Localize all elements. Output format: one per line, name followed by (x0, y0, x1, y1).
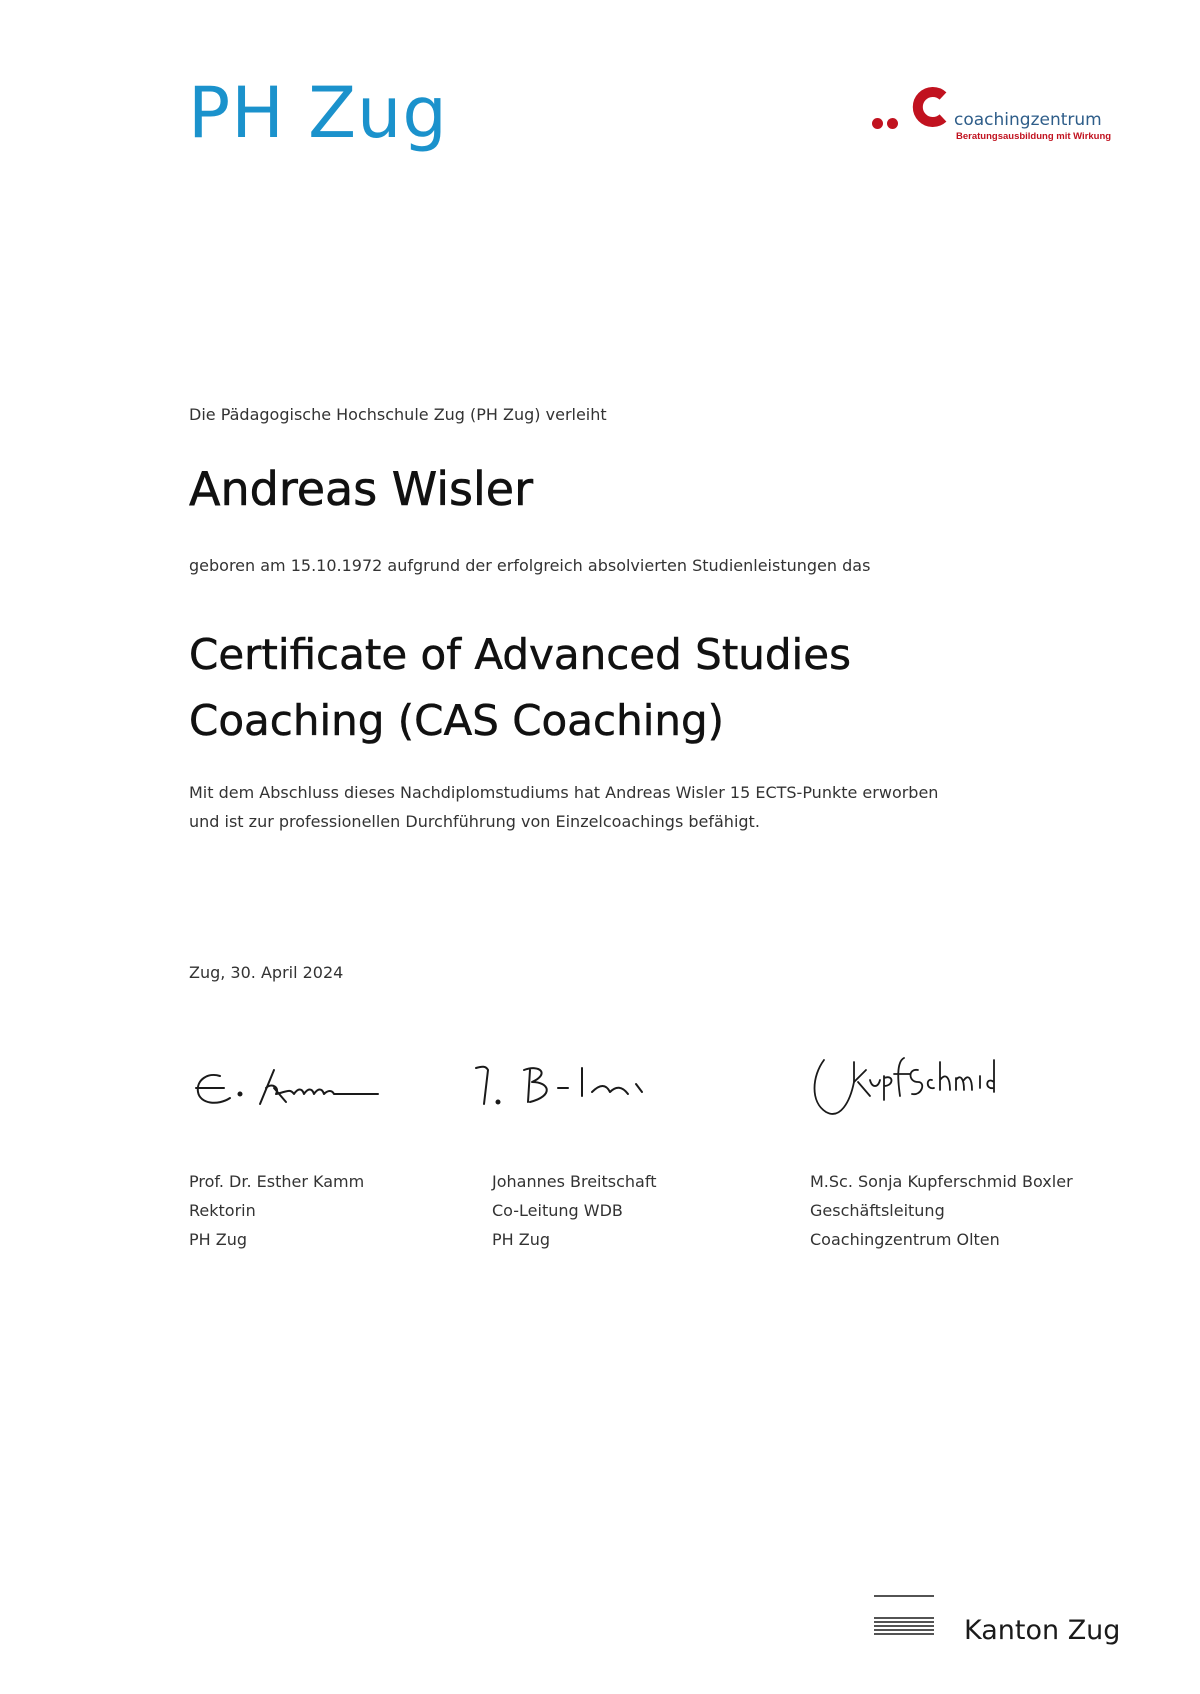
recipient-name: Andreas Wisler (189, 462, 534, 516)
logo-wordmark: coachingzentrum (954, 110, 1102, 130)
ph-zug-logo: PH Zug (188, 72, 448, 154)
kanton-zug-logo (872, 1594, 1121, 1646)
signatory-name: M.Sc. Sonja Kupferschmid Boxler (810, 1172, 1073, 1191)
title-line-2: Coaching (CAS Coaching) (189, 696, 725, 745)
logo-dot-icon (887, 118, 898, 129)
signatory-breitschaft (492, 1167, 656, 1254)
signatory-organization: Coachingzentrum Olten (810, 1230, 1000, 1249)
place-date: Zug, 30. April 2024 (189, 963, 344, 982)
logo-dot-icon (872, 118, 883, 129)
kanton-zug-text: Kanton Zug (964, 1615, 1121, 1646)
certificate-title (189, 622, 851, 754)
signatory-kupferschmid (810, 1167, 1073, 1254)
kanton-emblem-icon (872, 1594, 942, 1644)
intro-text: Die Pädagogische Hochschule Zug (PH Zug) verleiht (189, 405, 607, 424)
signatory-role: Rektorin (189, 1201, 256, 1220)
signatory-kamm (189, 1167, 364, 1254)
description-line-2: und ist zur professionellen Durchführung von Einzelcoachings befähigt. (189, 812, 760, 831)
signatory-organization: PH Zug (492, 1230, 551, 1249)
signature-kamm (190, 1058, 400, 1118)
signatory-name: Johannes Breitschaft (492, 1172, 657, 1191)
signature-breitschaft (470, 1060, 690, 1120)
logo-tagline: Beratungsausbildung mit Wirkung (956, 131, 1112, 142)
logo-c-icon (910, 86, 952, 128)
signature-kupferschmid (808, 1052, 1008, 1122)
signatory-role: Co-Leitung WDB (492, 1201, 623, 1220)
signatory-role: Geschäftsleitung (810, 1201, 945, 1220)
birth-line: geboren am 15.10.1972 aufgrund der erfolgreich absolvierten Studienleistungen das (189, 556, 871, 575)
description (189, 778, 1009, 836)
description-line-1: Mit dem Abschluss dieses Nachdiplomstudiums hat Andreas Wisler 15 ECTS-Punkte erworben (189, 783, 939, 802)
signatory-organization: PH Zug (189, 1230, 248, 1249)
coachingzentrum-logo (872, 86, 1112, 146)
title-line-1: Certificate of Advanced Studies (189, 630, 851, 679)
signatory-name: Prof. Dr. Esther Kamm (189, 1172, 365, 1191)
